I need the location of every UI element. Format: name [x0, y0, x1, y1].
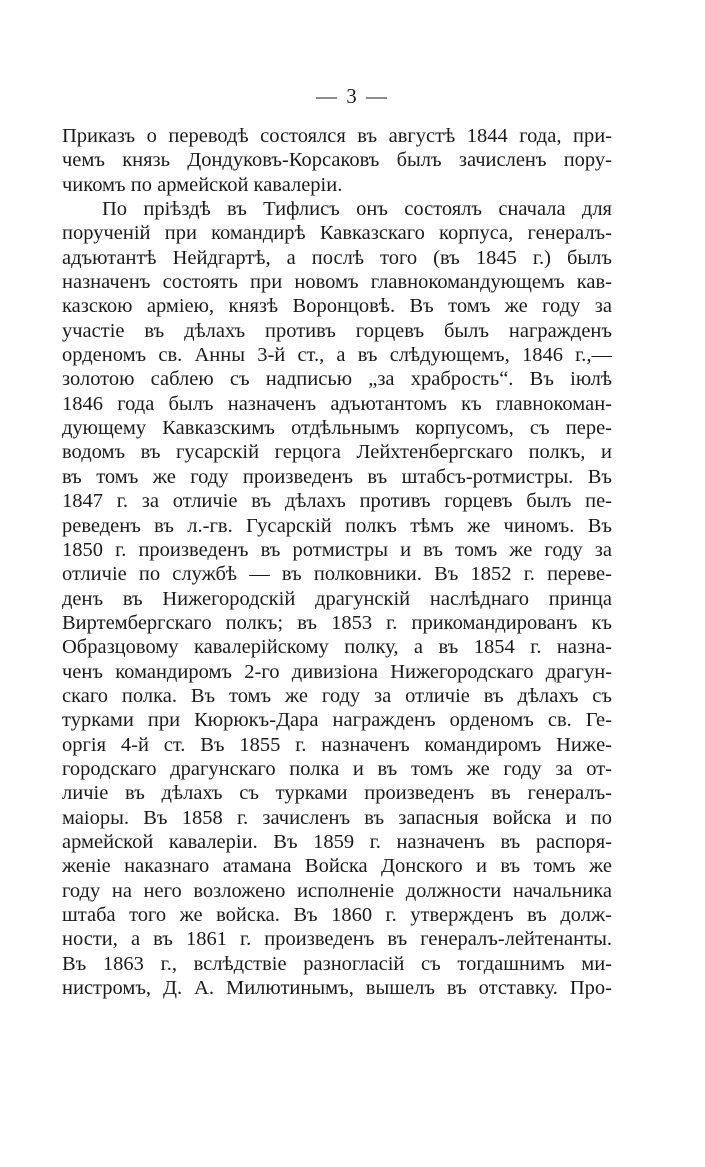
- text-line: Виртембергскаго полкъ; въ 1853 г. прикомандированъ къ: [62, 611, 612, 634]
- text-line: назначенъ состоять при новомъ главнокомандующемъ кав-: [62, 271, 612, 294]
- text-line: турками при Кюрюкъ-Дара награжденъ орденомъ св. Ге-: [62, 709, 612, 732]
- text-line: золотою саблею съ надписью „за храбрость“. Въ іюлѣ: [62, 368, 612, 391]
- text-line: По пріѣздѣ въ Тифлисъ онъ состоялъ сначала для: [102, 198, 612, 221]
- text-line: маіоры. Въ 1858 г. зачисленъ въ запасныя войска и по: [62, 806, 612, 829]
- text-line: казскою арміею, князѣ Воронцовѣ. Въ томъ же году за: [62, 295, 612, 318]
- text-line: участіе въ дѣлахъ противъ горцевъ былъ награжденъ: [62, 319, 612, 342]
- paragraph-2: [62, 197, 612, 1000]
- text-line: скаго полка. Въ томъ же году за отличіе въ дѣлахъ съ: [62, 684, 612, 707]
- text-line: дующему Кавказскимъ отдѣльнымъ корпусомъ, съ пере-: [62, 417, 612, 440]
- text-line: водомъ въ гусарскій герцога Лейхтенбергскаго полкъ, и: [62, 441, 612, 464]
- text-line: штаба того же войска. Въ 1860 г. утвержденъ въ долж-: [62, 904, 612, 926]
- text-line: ченъ командиромъ 2-го дивизіона Нижегородскаго драгун-: [62, 660, 612, 683]
- text-line: нистромъ, Д. А. Милютинымъ, вышелъ въ отставку. Про-: [62, 977, 612, 1000]
- text-line: городскаго драгунскаго полка и въ томъ же году за от-: [62, 757, 612, 780]
- text-line: 1846 года былъ назначенъ адъютантомъ къ главнокоман-: [62, 392, 612, 415]
- body-text: [62, 124, 612, 1000]
- text-line: Приказъ о переводѣ состоялся въ августѣ 1844 года, при-: [62, 125, 612, 147]
- text-line: 1847 г. за отличіе въ дѣлахъ противъ горцевъ былъ пе-: [62, 490, 612, 513]
- text-line: армейской кавалеріи. Въ 1859 г. назначенъ въ распоря-: [62, 830, 612, 853]
- text-line: личіе въ дѣлахъ съ турками произведенъ въ генералъ-: [62, 782, 612, 805]
- text-line: Въ 1863 г., вслѣдствіе разногласій съ тогдашнимъ ми-: [62, 952, 612, 975]
- text-line: оргія 4-й ст. Въ 1855 г. назначенъ командиромъ Нижe-: [62, 733, 612, 756]
- text-line: 1850 г. произведенъ въ ротмистры и въ томъ же году за: [62, 538, 612, 561]
- text-line: денъ въ Нижегородскій драгунскій наслѣднаго принца: [62, 587, 612, 610]
- text-line: орденомъ св. Анны 3-й ст., а въ слѣдующемъ, 1846 г.,—: [62, 344, 612, 367]
- text-line: реведенъ въ л.-гв. Гусарскій полкъ тѣмъ же чиномъ. Въ: [62, 514, 612, 537]
- page-number: — 3 —: [316, 84, 389, 108]
- text-line: женіе наказнаго атамана Войска Донского и въ томъ же: [62, 855, 612, 878]
- text-line: году на него возложено исполненіе должности начальника: [62, 879, 612, 902]
- text-line: въ томъ же году произведенъ въ штабсъ-ротмистры. Въ: [62, 465, 612, 488]
- text-line: Образцовому кавалерійскому полку, а въ 1854 г. назна-: [62, 636, 612, 659]
- text-line: адъютантѣ Нейдгартѣ, а послѣ того (въ 1845 г.) былъ: [62, 246, 612, 269]
- text-line: чикомъ по армейской кавалеріи.: [62, 173, 343, 196]
- text-line: ности, а въ 1861 г. произведенъ въ генералъ-лейтенанты.: [62, 928, 612, 951]
- text-line: отличіе по службѣ — въ полковники. Въ 1852 г. переве-: [62, 563, 612, 586]
- text-line: чемъ князь Дондуковъ-Корсаковъ былъ зачисленъ пору-: [62, 149, 612, 172]
- text-line: порученій при командирѣ Кавказскаго корпуса, генералъ-: [62, 222, 612, 245]
- paragraph-1: [62, 124, 612, 197]
